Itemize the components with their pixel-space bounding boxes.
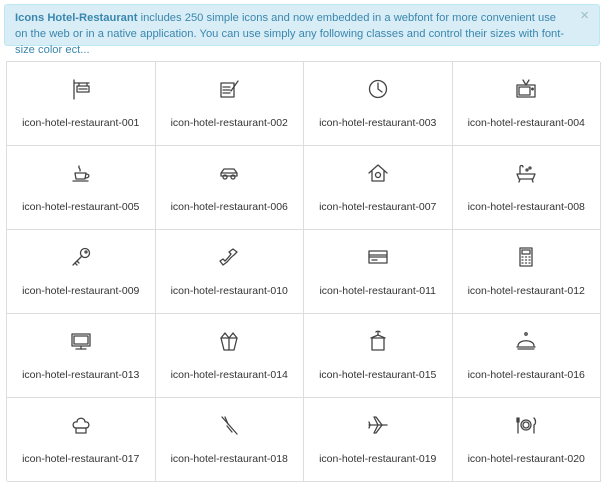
airplane-icon	[367, 414, 389, 436]
close-icon[interactable]: ×	[580, 7, 589, 24]
icon-label: icon-hotel-restaurant-001	[22, 117, 140, 129]
icon-cell[interactable]	[453, 62, 602, 146]
icon-cell[interactable]	[304, 398, 453, 482]
cloche-icon	[515, 330, 537, 352]
icon-label: icon-hotel-restaurant-005	[22, 201, 140, 213]
icon-label: icon-hotel-restaurant-007	[319, 201, 437, 213]
icon-label: icon-hotel-restaurant-011	[319, 285, 437, 297]
menu-card-icon	[218, 78, 240, 100]
key-icon	[70, 246, 92, 268]
banner-text: includes 250 simple icons and now embedded in a webfont for more convenient use on the web or in a native application. You can use simply any following classes and control their sizes with font-size color ect...	[15, 12, 565, 56]
bathtub-icon	[515, 162, 537, 184]
no-smoking-icon	[218, 414, 240, 436]
phone-handset-icon	[218, 246, 240, 268]
icon-cell[interactable]	[453, 314, 602, 398]
icon-cell[interactable]	[156, 398, 305, 482]
icon-label: icon-hotel-restaurant-015	[319, 369, 437, 381]
icon-cell[interactable]	[7, 398, 156, 482]
icon-cell[interactable]	[156, 230, 305, 314]
chef-hat-icon	[70, 414, 92, 436]
icon-label: icon-hotel-restaurant-017	[22, 453, 140, 465]
house-icon	[367, 162, 389, 184]
icon-label: icon-hotel-restaurant-013	[22, 369, 140, 381]
icon-cell[interactable]	[7, 146, 156, 230]
icon-label: icon-hotel-restaurant-012	[467, 285, 585, 297]
coffee-cup-icon	[70, 162, 92, 184]
icon-cell[interactable]	[156, 314, 305, 398]
takeout-box-icon	[218, 330, 240, 352]
icon-cell[interactable]	[7, 230, 156, 314]
icon-label: icon-hotel-restaurant-009	[22, 285, 140, 297]
icon-label: icon-hotel-restaurant-002	[170, 117, 288, 129]
icon-label: icon-hotel-restaurant-010	[170, 285, 288, 297]
laundry-bag-icon	[367, 330, 389, 352]
info-alert	[4, 4, 600, 56]
icon-label: icon-hotel-restaurant-014	[170, 369, 288, 381]
icon-label: icon-hotel-restaurant-004	[467, 117, 585, 129]
credit-card-icon	[367, 246, 389, 268]
icon-cell[interactable]	[304, 146, 453, 230]
clock-icon	[367, 78, 389, 100]
icon-cell[interactable]	[304, 230, 453, 314]
icon-cell[interactable]	[453, 230, 602, 314]
icon-cell[interactable]	[156, 62, 305, 146]
icon-cell[interactable]	[453, 398, 602, 482]
icon-grid	[6, 61, 600, 481]
icon-label: icon-hotel-restaurant-016	[467, 369, 585, 381]
banner-title: Icons Hotel-Restaurant	[15, 12, 138, 24]
icon-label: icon-hotel-restaurant-008	[467, 201, 585, 213]
icon-cell[interactable]	[156, 146, 305, 230]
icon-cell[interactable]	[7, 314, 156, 398]
car-icon	[218, 162, 240, 184]
icon-label: icon-hotel-restaurant-006	[170, 201, 288, 213]
plate-cutlery-icon	[515, 414, 537, 436]
icon-cell[interactable]	[453, 146, 602, 230]
icon-label: icon-hotel-restaurant-020	[467, 453, 585, 465]
icon-label: icon-hotel-restaurant-003	[319, 117, 437, 129]
icon-cell[interactable]	[304, 314, 453, 398]
tv-icon	[515, 78, 537, 100]
icon-cell[interactable]	[304, 62, 453, 146]
monitor-icon	[70, 330, 92, 352]
icon-cell[interactable]	[7, 62, 156, 146]
icon-label: icon-hotel-restaurant-018	[170, 453, 288, 465]
calculator-icon	[515, 246, 537, 268]
icon-label: icon-hotel-restaurant-019	[319, 453, 437, 465]
hotel-sign-icon	[70, 78, 92, 100]
